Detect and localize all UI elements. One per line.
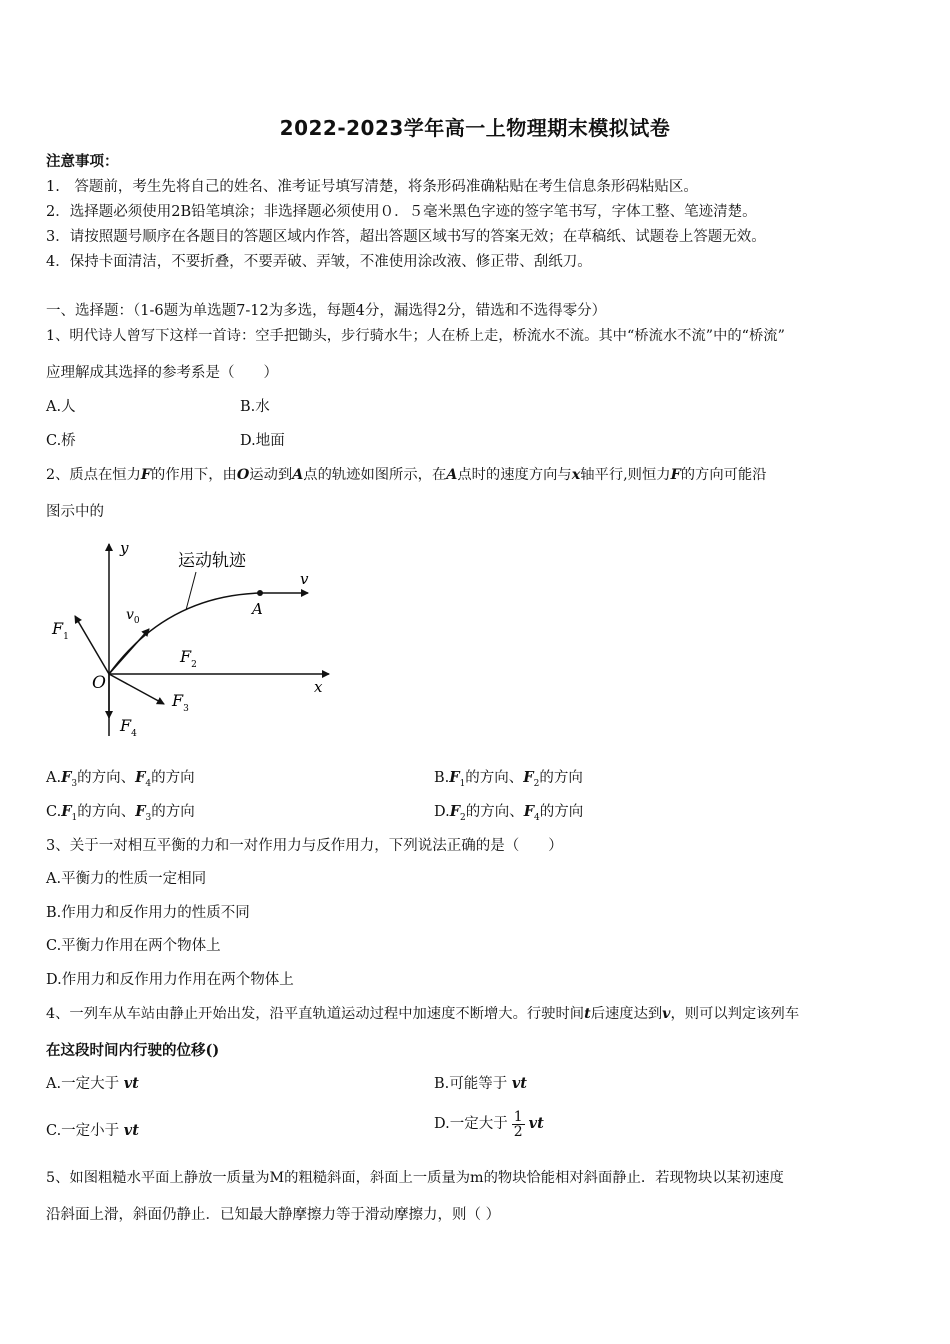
f4-label: $F_4$ bbox=[120, 716, 137, 739]
notice-item: 1. 答题前，考生先将自己的姓名、准考证号填写清楚，将条形码准确粘贴在考生信息条形码粘贴区。 bbox=[46, 179, 698, 195]
page-title: 2022-2023学年高一上物理期末模拟试卷 bbox=[279, 116, 671, 140]
question-3-option-a[interactable]: A.平衡力的性质一定相同 bbox=[46, 871, 207, 887]
question-2-stem: 2、质点在恒力F的作用下，由O运动到A点的轨迹如图所示，在A点时的速度方向与x轴平行,则恒力F的方向可能沿 bbox=[46, 467, 767, 483]
question-2-option-b[interactable]: $B.F_1$的方向、$F_2$的方向 bbox=[434, 769, 583, 789]
question-5-stem: 5、如图粗糙水平面上静放一质量为M的粗糙斜面，斜面上一质量为m的物块恰能相对斜面静止．若现物块以某初速度 bbox=[46, 1170, 784, 1186]
question-4-option-d[interactable]: D.一定大于 $\frac{1}{2}$ vt bbox=[434, 1108, 544, 1140]
question-4-option-b[interactable]: B.可能等于 vt bbox=[434, 1075, 527, 1092]
question-4-stem-2: 在这段时间内行驶的位移() bbox=[46, 1042, 220, 1059]
f2-label: $F_2$ bbox=[180, 647, 197, 670]
question-2-option-d[interactable]: $D.F_2$的方向、$F_4$的方向 bbox=[434, 803, 584, 823]
v0-label: $v_0$ bbox=[126, 607, 140, 626]
question-1-option-c[interactable]: C.桥 bbox=[46, 433, 76, 449]
fraction-one-half: $\frac{1}{2}$ bbox=[513, 1108, 523, 1140]
question-4-stem: 4、一列车从车站由静止开始出发，沿平直轨道运动过程中加速度不断增大。行驶时间t后速度达到v，则可以判定该列车 bbox=[46, 1006, 800, 1022]
f1-label: $F_1$ bbox=[52, 619, 69, 642]
f3-arrow bbox=[109, 674, 164, 704]
question-1-stem: 1、明代诗人曾写下这样一首诗：空手把锄头，步行骑水牛；人在桥上走，桥流水不流。其中“桥流水不流”中的“桥流” bbox=[46, 328, 785, 344]
y-label: y bbox=[120, 539, 129, 557]
question-3-option-c[interactable]: C.平衡力作用在两个物体上 bbox=[46, 938, 221, 954]
notice-item: 4．保持卡面清洁，不要折叠，不要弄破、弄皱，不准使用涂改液、修正带、刮纸刀。 bbox=[46, 254, 592, 270]
section-heading: 一、选择题：（1-6题为单选题7-12为多选，每题4分，漏选得2分，错选和不选得零分） bbox=[46, 303, 607, 319]
question-1-option-b[interactable]: B.水 bbox=[240, 399, 270, 415]
question-3-stem: 3、关于一对相互平衡的力和一对作用力与反作用力，下列说法正确的是（ ） bbox=[46, 838, 563, 854]
question-3-option-d[interactable]: D.作用力和反作用力作用在两个物体上 bbox=[46, 972, 294, 988]
notice-item: 2．选择题必须使用2B铅笔填涂；非选择题必须使用０．５毫米黑色字迹的签字笔书写，字体工整、笔迹清楚。 bbox=[46, 204, 757, 220]
origin-label: O bbox=[92, 673, 106, 693]
x-label: x bbox=[314, 678, 323, 696]
v-label: v bbox=[300, 570, 309, 588]
point-a bbox=[257, 590, 263, 596]
question-1-option-a[interactable]: A.人 bbox=[46, 399, 76, 415]
question-4-option-a[interactable]: A.一定大于 vt bbox=[46, 1075, 139, 1092]
question-3-option-b[interactable]: B.作用力和反作用力的性质不同 bbox=[46, 905, 250, 921]
trajectory-label: 运动轨迹 bbox=[178, 551, 246, 571]
notice-item: 3．请按照题号顺序在各题目的答题区域内作答，超出答题区域书写的答案无效；在草稿纸、试题卷上答题无效。 bbox=[46, 229, 766, 245]
f1-arrow bbox=[75, 616, 109, 674]
question-2-stem-2: 图示中的 bbox=[46, 504, 104, 520]
f3-label: $F_3$ bbox=[172, 691, 189, 714]
question-1-stem-2: 应理解成其选择的参考系是（ ） bbox=[46, 365, 278, 381]
question-4-option-c[interactable]: C.一定小于 vt bbox=[46, 1122, 139, 1139]
question-1-option-d[interactable]: D.地面 bbox=[240, 433, 285, 449]
label-leader bbox=[186, 572, 196, 610]
notice-heading: 注意事项： bbox=[46, 153, 119, 170]
question-2-option-c[interactable]: $C.F_1$的方向、$F_3$的方向 bbox=[46, 803, 195, 823]
question-5-stem-2: 沿斜面上滑，斜面仍静止．已知最大静摩擦力等于滑动摩擦力，则（ ） bbox=[46, 1207, 501, 1223]
a-label: A bbox=[252, 600, 263, 618]
force-trajectory-figure bbox=[46, 536, 346, 746]
question-2-option-a[interactable]: $A.F_3$的方向、$F_4$的方向 bbox=[46, 769, 195, 789]
